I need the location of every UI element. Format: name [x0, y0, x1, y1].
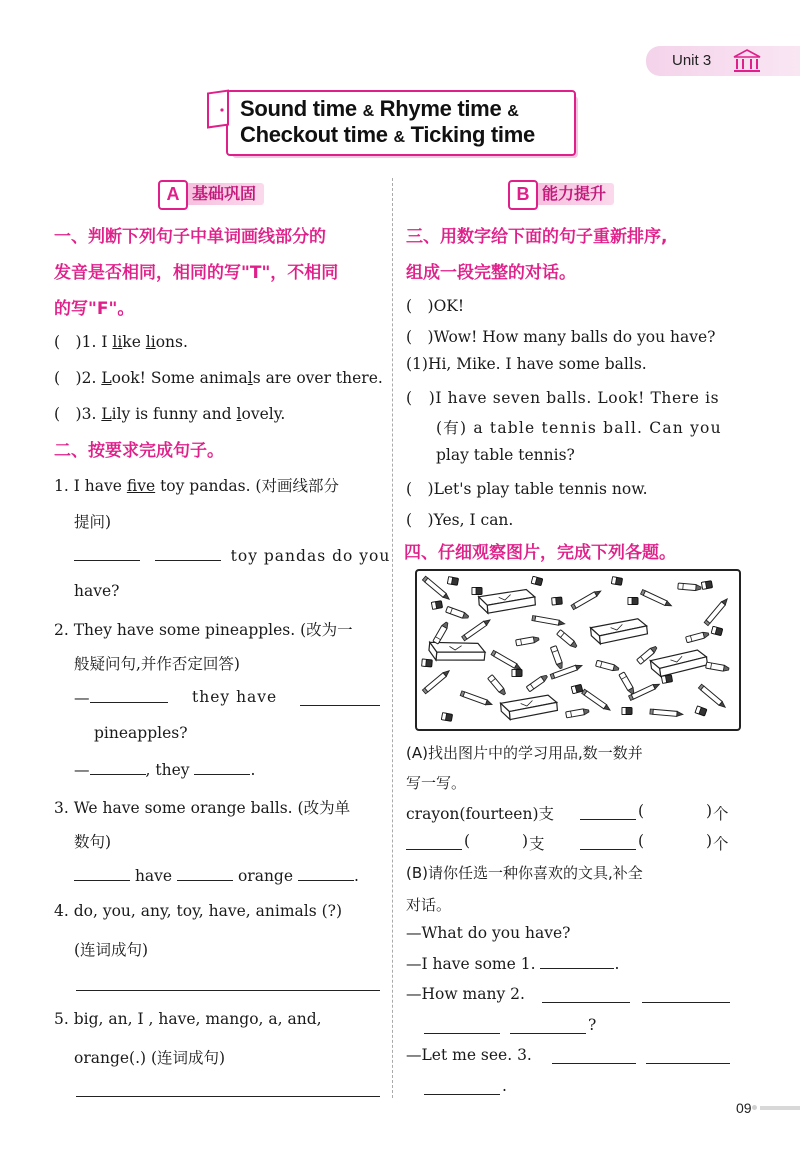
section-a-header: [158, 180, 282, 206]
q2-item-4: 4. do, you, any, toy, have, animals (?): [54, 902, 343, 920]
blank[interactable]: [646, 1063, 730, 1064]
q2-item-5-line2: orange(.) (连词成句): [74, 1049, 226, 1067]
blank[interactable]: [406, 849, 462, 850]
unit-zhi: 支: [529, 835, 545, 853]
dialogue-line: ( )I have seven balls. Look! There is: [406, 389, 720, 407]
q4-heading: 四、仔细观察图片，完成下列各题。: [404, 543, 676, 563]
dialogue-how-many: —How many 2.: [406, 985, 525, 1003]
unit-ge: 个: [713, 835, 729, 853]
dialogue-line: ( )Wow! How many balls do you have?: [406, 328, 716, 346]
paren: (: [638, 802, 645, 820]
q1-item-1: ( )1. I like lions.: [54, 333, 188, 351]
q4-count-row-1: crayon(fourteen)支: [406, 805, 555, 823]
blank[interactable]: [194, 760, 250, 775]
blank[interactable]: [177, 866, 233, 881]
q4-a-line1: (A)找出图片中的学习用品,数一数并: [406, 744, 643, 762]
q3-heading-line2: 组成一段完整的对话。: [406, 263, 576, 283]
answer-line[interactable]: [76, 990, 380, 991]
q2-item-2-line2: 般疑问句,并作否定回答): [74, 655, 240, 673]
stationery-illustration: [417, 571, 739, 729]
column-divider: [392, 178, 393, 1098]
unit-label: Unit 3: [672, 52, 712, 69]
title-line-1: Sound time & Rhyme time &: [240, 96, 519, 121]
blank[interactable]: [74, 866, 130, 881]
title-line-2: Checkout time & Ticking time: [240, 122, 535, 147]
q2-item-3-line2: 数句): [74, 833, 112, 851]
q2-item-2-line3: —: [74, 688, 168, 707]
answer-box[interactable]: ( ): [54, 333, 82, 351]
blank[interactable]: [540, 954, 614, 969]
section-b-label: 能力提升: [508, 183, 614, 205]
q2-item-3-line3: have orange .: [74, 866, 359, 885]
q2-heading: 二、按要求完成句子。: [54, 441, 224, 461]
unit-ge: 个: [713, 805, 729, 823]
q2-item-1-line2: 提问): [74, 513, 112, 531]
dialogue-line: ( )Yes, I can.: [406, 511, 514, 529]
section-a-label: 基础巩固: [158, 183, 264, 205]
answer-box[interactable]: ( ): [54, 405, 82, 423]
q4-a-line2: 写一写。: [406, 774, 467, 792]
blank[interactable]: [424, 1094, 500, 1095]
q2-item-2: 2. They have some pineapples. (改为一: [54, 621, 353, 639]
dialogue-line: ( )Let's play table tennis now.: [406, 480, 648, 498]
q2-item-3: 3. We have some orange balls. (改为单: [54, 799, 351, 817]
blank[interactable]: [90, 688, 168, 703]
dialogue-what: —What do you have?: [406, 924, 571, 942]
blank[interactable]: [90, 760, 146, 775]
unit-tab: [646, 46, 800, 76]
paren: (: [464, 832, 471, 850]
dialogue-line: ( )OK!: [406, 297, 465, 315]
page-bar: [760, 1106, 800, 1110]
q2-item-1-line4: have?: [74, 582, 120, 600]
q1-item-2: ( )2. Look! Some animals are over there.: [54, 369, 383, 387]
q2-item-4-line2: (连词成句): [74, 941, 149, 959]
blank[interactable]: [510, 1033, 586, 1034]
paren: ): [706, 832, 713, 850]
q4-b-line1: (B)请你任选一种你喜欢的文具,补全: [406, 864, 643, 882]
dialogue-have: —I have some 1. .: [406, 955, 620, 973]
page-dot: [752, 1105, 757, 1110]
paren: ): [522, 832, 529, 850]
q2-item-2-line4: pineapples?: [94, 724, 188, 742]
answer-box[interactable]: ( ): [54, 369, 82, 387]
section-b-header: [508, 180, 632, 206]
q1-heading-line1: 一、判断下列句子中单词画线部分的: [54, 227, 326, 247]
section-b-letter: B: [508, 180, 538, 210]
blank[interactable]: [580, 849, 636, 850]
blank[interactable]: [580, 819, 636, 820]
q2-item-1-line3: toy pandas do you: [74, 546, 390, 565]
blank[interactable]: [298, 866, 354, 881]
q1-heading-line2: 发音是否相同，相同的写"T"，不相同: [54, 263, 339, 283]
blank[interactable]: [642, 1002, 730, 1003]
door-icon: [204, 88, 234, 132]
q4-b-line2: 对话。: [406, 896, 452, 914]
q3-heading-line1: 三、用数字给下面的句子重新排序,: [406, 227, 668, 247]
blank[interactable]: [424, 1033, 500, 1034]
blank[interactable]: [74, 546, 140, 561]
period: .: [502, 1077, 507, 1095]
q1-heading-line3: 的写"F"。: [54, 299, 135, 319]
dialogue-line: (1)Hi, Mike. I have some balls.: [406, 355, 647, 373]
dialogue-line: (有) a table tennis ball. Can you: [436, 419, 722, 437]
q2-item-1: 1. I have five toy pandas. (对画线部分: [54, 477, 339, 495]
q2-item-2-words: they have: [192, 688, 278, 706]
q1-item-3: ( )3. Lily is funny and lovely.: [54, 405, 286, 423]
page-number: 09: [736, 1100, 752, 1116]
dialogue-line: play table tennis?: [436, 446, 575, 464]
blank[interactable]: [552, 1063, 636, 1064]
q2-item-5: 5. big, an, I , have, mango, a, and,: [54, 1010, 322, 1028]
section-a-letter: A: [158, 180, 188, 210]
school-building-icon: [732, 48, 762, 74]
blank[interactable]: [542, 1002, 630, 1003]
question-mark: ?: [588, 1016, 597, 1034]
paren: (: [638, 832, 645, 850]
blank[interactable]: [300, 705, 380, 706]
answer-line[interactable]: [76, 1096, 380, 1097]
stationery-picture: [415, 569, 741, 731]
q2-item-2-line5: — , they .: [74, 761, 256, 779]
paren: ): [706, 802, 713, 820]
dialogue-let-me-see: —Let me see. 3.: [406, 1046, 532, 1064]
blank[interactable]: [155, 546, 221, 561]
